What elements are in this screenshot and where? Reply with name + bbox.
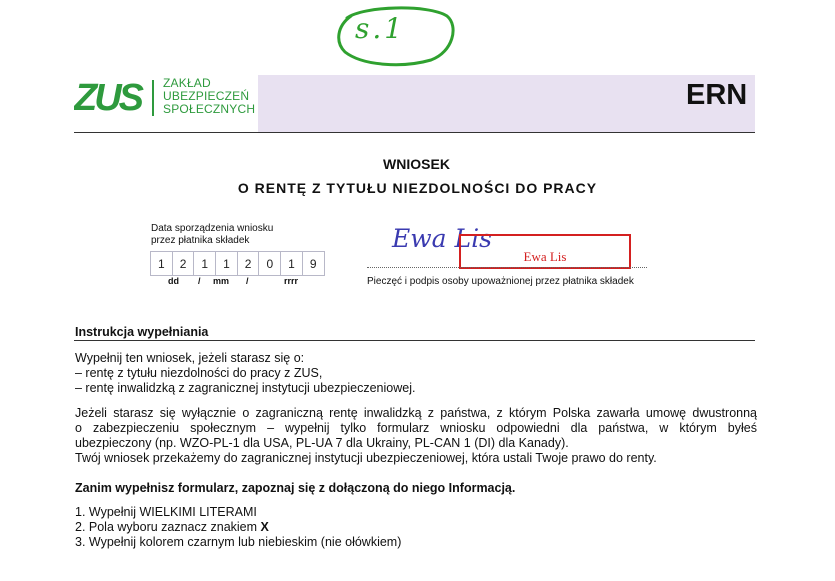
form-title: WNIOSEK bbox=[383, 156, 450, 172]
paragraph-line: Jeżeli starasz się wyłącznie o zagraniczną rentę inwalidzką z państwa, z którym Polska zawarła umowę dwustronną bbox=[75, 406, 757, 420]
list-item: – rentę inwalidzką z zagranicznej instytucji ubezpieczeniowej. bbox=[75, 381, 416, 395]
date-digit-box[interactable]: 1 bbox=[281, 252, 303, 275]
zus-logo-icon bbox=[74, 76, 148, 116]
date-field[interactable] bbox=[150, 251, 325, 276]
date-label-line: Data sporządzenia wniosku bbox=[151, 223, 274, 234]
before-filling-note: Zanim wypełnisz formularz, zapoznaj się z dołączoną do niego Informacją. bbox=[75, 481, 516, 495]
institution-name bbox=[163, 77, 255, 116]
logo-divider bbox=[152, 80, 154, 116]
step-mark: X bbox=[260, 520, 269, 534]
foreign-pension-paragraph bbox=[75, 406, 757, 466]
form-subtitle: O RENTĘ Z TYTUŁU NIEZDOLNOŚCI DO PRACY bbox=[237, 180, 598, 196]
date-digit-box[interactable]: 0 bbox=[259, 252, 281, 275]
institution-line: SPOŁECZNYCH bbox=[163, 102, 256, 116]
date-digit-box[interactable]: 1 bbox=[194, 252, 216, 275]
date-digit-box[interactable]: 9 bbox=[309, 256, 317, 271]
page-marker: s.1 bbox=[355, 12, 406, 45]
list-item: – rentę z tytułu niezdolności do pracy z ZUS, bbox=[75, 366, 323, 380]
step-item: 1. Wypełnij WIELKIMI LITERAMI bbox=[75, 505, 257, 519]
date-format-sep: / bbox=[246, 276, 249, 286]
handwritten-signature: Ewa Lis bbox=[392, 224, 492, 253]
date-digit-box[interactable]: 1 bbox=[216, 252, 238, 275]
step-item bbox=[75, 520, 401, 535]
date-digit-box[interactable]: 1 bbox=[151, 252, 173, 275]
form-code: ERN bbox=[686, 79, 748, 111]
date-digit-box[interactable]: 2 bbox=[173, 252, 195, 275]
date-digit-box[interactable]: 2 bbox=[238, 252, 260, 275]
typed-signature: Ewa Lis bbox=[523, 249, 567, 264]
paragraph-line: ubezpieczony (np. WZO-PL-1 dla USA, PL-UA 7 dla Ukrainy, PL-CAN 1 (DI) dla Kanady). bbox=[75, 436, 569, 450]
header-band bbox=[258, 75, 755, 132]
signature-line bbox=[367, 267, 647, 268]
step-text: 2. Pola wyboru zaznacz znakiem bbox=[75, 520, 261, 534]
date-label bbox=[151, 223, 273, 247]
svg-text:ZUS: ZUS bbox=[74, 77, 141, 116]
paragraph-line: Twój wniosek przekażemy do zagranicznej instytucji ubezpieczeniowej, która ustali Twoje prawo do renty. bbox=[75, 451, 657, 465]
institution-line: UBEZPIECZEŃ bbox=[163, 89, 250, 103]
instructions-divider bbox=[74, 340, 755, 341]
institution-line: ZAKŁAD bbox=[163, 76, 211, 90]
date-format-day: dd bbox=[168, 276, 179, 286]
date-format-sep: / bbox=[198, 276, 201, 286]
instructions-heading: Instrukcja wypełniania bbox=[75, 325, 209, 339]
steps-list bbox=[75, 505, 401, 550]
intro-text: Wypełnij ten wniosek, jeżeli starasz się o: bbox=[75, 351, 305, 365]
date-format-month: mm bbox=[213, 276, 230, 286]
date-format-year: rrrr bbox=[284, 276, 299, 286]
paragraph-line: o zabezpieczeniu społecznym – wypełnij tylko formularz wniosku odpowiedni dla państwa, w którym byłeś bbox=[75, 421, 757, 435]
date-label-line: przez płatnika składek bbox=[151, 235, 250, 246]
step-item: 3. Wypełnij kolorem czarnym lub niebieskim (nie ołówkiem) bbox=[75, 535, 402, 549]
signature-caption: Pieczęć i podpis osoby upoważnionej przez płatnika składek bbox=[367, 276, 634, 287]
intro-paragraph bbox=[75, 351, 415, 396]
header-divider bbox=[74, 132, 755, 133]
